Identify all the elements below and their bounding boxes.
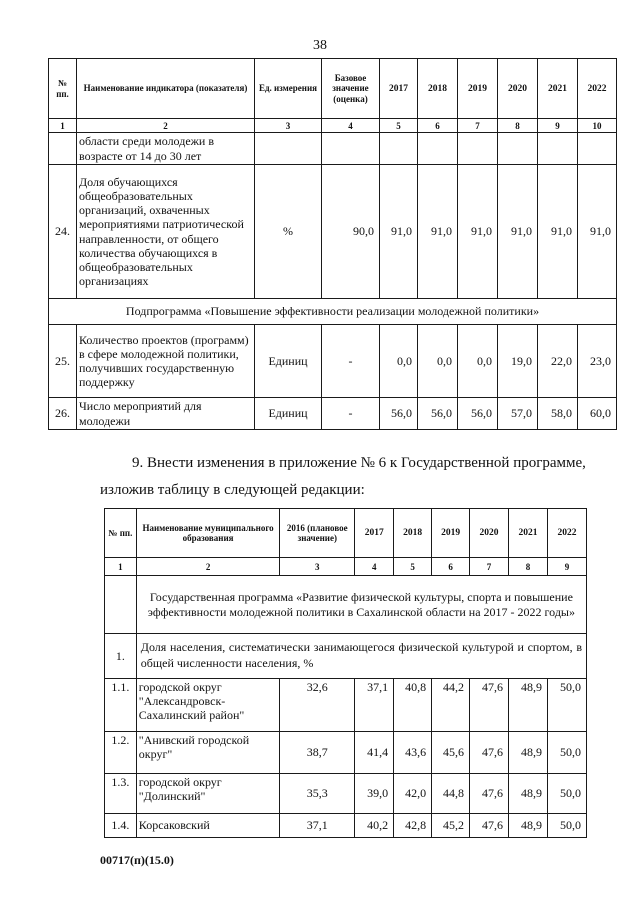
value-cell: 50,0 (547, 814, 586, 838)
value-cell: 0,0 (418, 325, 458, 398)
header-num: № пп. (49, 59, 77, 119)
header-year: 2017 (355, 509, 394, 558)
value-cell: 91,0 (538, 165, 578, 299)
value-cell: 56,0 (380, 398, 418, 430)
base-value-cell: - (322, 398, 380, 430)
header-year: 2022 (578, 59, 617, 119)
table-row (105, 679, 587, 732)
column-number: 4 (355, 558, 394, 576)
base-value-cell: 90,0 (322, 165, 380, 299)
value-cell: 91,0 (578, 165, 617, 299)
value-cell: 48,9 (509, 814, 548, 838)
value-cell: 50,0 (547, 774, 586, 814)
municipality-name: Корсаковский (136, 814, 280, 838)
base-value-cell: 37,1 (280, 814, 355, 838)
row-number: 1.2. (105, 732, 137, 774)
header-unit: Ед. измерения (255, 59, 322, 119)
value-cell: 47,6 (470, 814, 509, 838)
value-cell: 40,2 (355, 814, 394, 838)
header-num: № пп. (105, 509, 137, 558)
indicator-row (105, 634, 587, 679)
column-number: 9 (538, 119, 578, 133)
value-cell: 44,8 (432, 774, 470, 814)
indicator-name: Доля обучающихся общеобразовательных организаций, охваченных мероприятиями патриотической направленности, от общего количества обучающихся в общеобразовательных организациях (77, 165, 255, 299)
header-year: 2019 (458, 59, 498, 119)
value-cell: 42,8 (394, 814, 432, 838)
table-row (105, 814, 587, 838)
header-base-value: Базовое значение (оценка) (322, 59, 380, 119)
value-cell: 58,0 (538, 398, 578, 430)
base-value-cell: 35,3 (280, 774, 355, 814)
value-cell: 39,0 (355, 774, 394, 814)
value-cell: 19,0 (498, 325, 538, 398)
value-cell: 91,0 (380, 165, 418, 299)
value-cell: 48,9 (509, 732, 548, 774)
value-cell: 48,9 (509, 679, 548, 732)
value-cell: 47,6 (470, 732, 509, 774)
value-cell: 50,0 (547, 679, 586, 732)
column-number: 7 (458, 119, 498, 133)
row-number: 24. (49, 165, 77, 299)
value-cell: 37,1 (355, 679, 394, 732)
row-number: 25. (49, 325, 77, 398)
value-cell: 47,6 (470, 774, 509, 814)
subprogram-row (49, 299, 617, 325)
column-number: 1 (49, 119, 77, 133)
header-year: 2022 (547, 509, 586, 558)
table-header-row (105, 509, 587, 558)
value-cell: 43,6 (394, 732, 432, 774)
row-number: 1.1. (105, 679, 137, 732)
column-number: 5 (380, 119, 418, 133)
column-number: 2 (136, 558, 280, 576)
value-cell: 57,0 (498, 398, 538, 430)
header-base-value: 2016 (плановое значение) (280, 509, 355, 558)
header-year: 2019 (432, 509, 470, 558)
table-row (49, 165, 617, 299)
header-municipality-name: Наименование муниципального образования (136, 509, 280, 558)
header-year: 2020 (470, 509, 509, 558)
table-row (49, 398, 617, 430)
column-number: 3 (255, 119, 322, 133)
value-cell: 50,0 (547, 732, 586, 774)
value-cell: 47,6 (470, 679, 509, 732)
municipality-name: городской округ "Долинский" (136, 774, 280, 814)
value-cell: 56,0 (458, 398, 498, 430)
value-cell: 91,0 (498, 165, 538, 299)
value-cell: 44,2 (432, 679, 470, 732)
row-number: 26. (49, 398, 77, 430)
table-row (105, 732, 587, 774)
base-value-cell: - (322, 325, 380, 398)
header-year: 2021 (538, 59, 578, 119)
header-year: 2018 (418, 59, 458, 119)
row-number: 1. (105, 634, 137, 679)
program-title: Государственная программа «Развитие физической культуры, спорта и повышение эффективности молодежной политики в Сахалинской области на 2017 - 2022 годы» (136, 576, 586, 634)
column-number-row (105, 558, 587, 576)
header-year: 2018 (394, 509, 432, 558)
column-number: 8 (509, 558, 548, 576)
value-cell: 91,0 (458, 165, 498, 299)
value-cell: 42,0 (394, 774, 432, 814)
column-number: 8 (498, 119, 538, 133)
value-cell: 60,0 (578, 398, 617, 430)
amendment-paragraph-line-2: изложив таблицу в следующей редакции: (100, 482, 365, 498)
value-cell: 22,0 (538, 325, 578, 398)
header-year: 2021 (509, 509, 548, 558)
base-value-cell: 32,6 (280, 679, 355, 732)
value-cell: 48,9 (509, 774, 548, 814)
indicators-table (48, 58, 617, 430)
header-year: 2020 (498, 59, 538, 119)
value-cell: 0,0 (458, 325, 498, 398)
page-number: 38 (313, 38, 327, 53)
column-number: 5 (394, 558, 432, 576)
value-cell: 45,2 (432, 814, 470, 838)
table-row (49, 133, 617, 165)
row-number: 1.4. (105, 814, 137, 838)
table-header-row (49, 59, 617, 119)
value-cell: 91,0 (418, 165, 458, 299)
column-number: 9 (547, 558, 586, 576)
program-title-row (105, 576, 587, 634)
table-row (105, 774, 587, 814)
table-row (49, 325, 617, 398)
amendment-paragraph-line-1: 9. Внести изменения в приложение № 6 к Государственной программе, (132, 455, 586, 471)
indicator-name: области среди молодежи в возрасте от 14 до 30 лет (77, 133, 255, 165)
base-value-cell: 38,7 (280, 732, 355, 774)
column-number: 10 (578, 119, 617, 133)
row-number: 1.3. (105, 774, 137, 814)
value-cell: 56,0 (418, 398, 458, 430)
municipality-name: "Анивский городской округ" (136, 732, 280, 774)
column-number: 4 (322, 119, 380, 133)
document-code: 00717(п)(15.0) (100, 853, 174, 867)
column-number: 6 (432, 558, 470, 576)
unit-cell: Единиц (255, 325, 322, 398)
column-number: 6 (418, 119, 458, 133)
column-number: 2 (77, 119, 255, 133)
indicator-name: Число мероприятий для молодежи (77, 398, 255, 430)
value-cell: 23,0 (578, 325, 617, 398)
header-indicator-name: Наименование индикатора (показателя) (77, 59, 255, 119)
value-cell: 0,0 (380, 325, 418, 398)
subprogram-title: Подпрограмма «Повышение эффективности реализации молодежной политики» (49, 299, 617, 325)
indicator-description: Доля населения, систематически занимающегося физической культурой и спортом, в общей численности населения, % (136, 634, 586, 679)
column-number: 3 (280, 558, 355, 576)
municipal-indicators-table (104, 508, 587, 838)
indicator-name: Количество проектов (программ) в сфере молодежной политики, получивших государственную поддержку (77, 325, 255, 398)
value-cell: 41,4 (355, 732, 394, 774)
unit-cell: % (255, 165, 322, 299)
municipality-name: городской округ "Александровск-Сахалинский район" (136, 679, 280, 732)
header-year: 2017 (380, 59, 418, 119)
value-cell: 40,8 (394, 679, 432, 732)
value-cell: 45,6 (432, 732, 470, 774)
column-number: 7 (470, 558, 509, 576)
unit-cell: Единиц (255, 398, 322, 430)
column-number: 1 (105, 558, 137, 576)
column-number-row (49, 119, 617, 133)
